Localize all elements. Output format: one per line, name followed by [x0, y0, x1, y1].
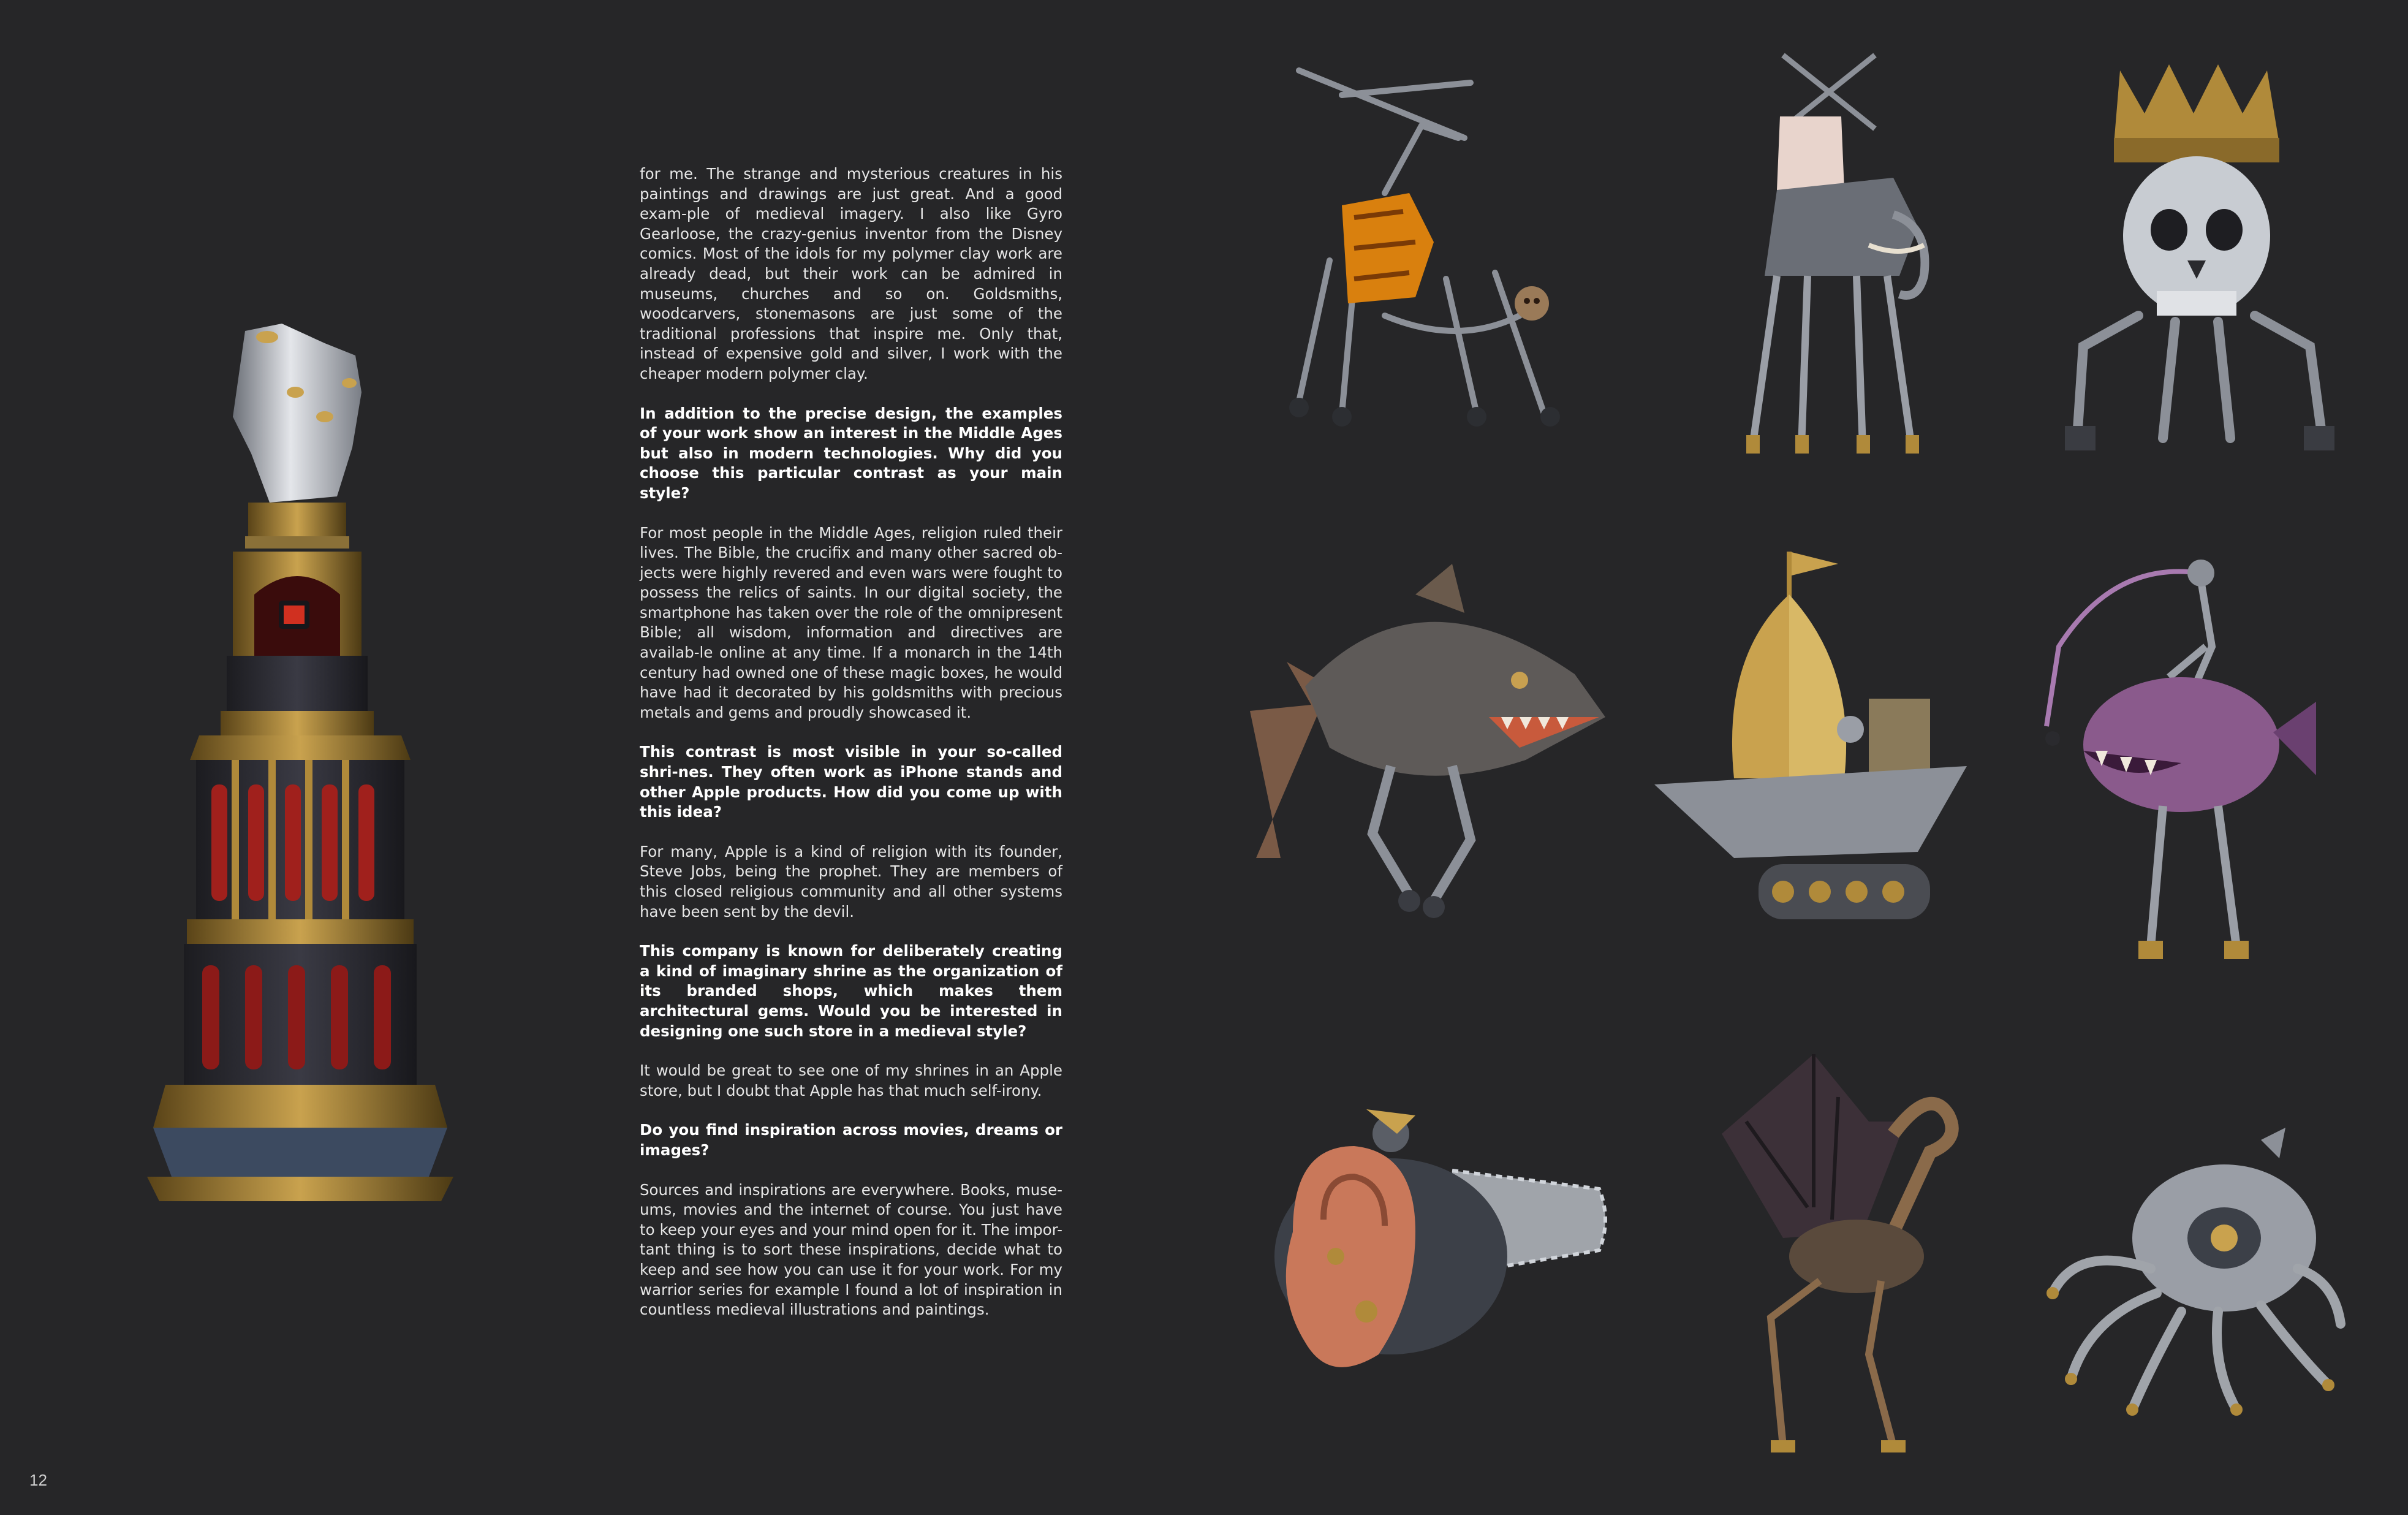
winged-dragon-bird-sculpture	[1709, 1048, 1967, 1459]
octopus-machine-sculpture	[2040, 1122, 2347, 1428]
ear-chainsaw-sculpture	[1268, 1097, 1611, 1403]
interview-question: In addition to the precise design, the examples of your work show an interest in the Middle Ages but also in modern technologies. Why did you choose this particular contrast as your main style?	[640, 404, 1062, 502]
interview-answer: It would be great to see one of my shrines in an Apple store, but I doubt that Apple has that much self-irony.	[640, 1061, 1062, 1099]
interview-question: This company is known for deliberately creating a kind of imaginary shrine as the organization of its branded shops, which makes them architectural gems. Would you be interested in designing one such store in a medieval style?	[640, 942, 1062, 1040]
crowned-skull-walker-sculpture	[2065, 58, 2334, 463]
windmill-elephant-sculpture	[1716, 43, 1948, 460]
page-number: 12	[29, 1471, 47, 1489]
helicopter-creature-sculpture	[1262, 58, 1593, 432]
article-text-column	[640, 164, 1062, 1340]
interview-answer: For most people in the Middle Ages, religion ruled their lives. The Bible, the crucifix and many other sacred ob-jects were highly revered and even wars were fought to possess the relics of saints. In our digital society, the smartphone has taken over the role of the omnipresent Bible; all wisdom, information and directives are availab-le online at any time. If a monarch in the 14th century had owned one of these magic boxes, he would have had it decorated by his goldsmiths with precious metals and gems and proudly showcased it.	[640, 523, 1062, 721]
interview-question: This contrast is most visible in your so-called shri-nes. They often work as iPhone stands and other Apple products. How did you come up with this idea?	[640, 743, 1062, 821]
interview-answer: For many, Apple is a kind of religion with its founder, Steve Jobs, being the prophet. They are members of this closed religious community and all other systems have been sent by the devil.	[640, 842, 1062, 921]
interview-question: Do you find inspiration across movies, dreams or images?	[640, 1121, 1062, 1159]
interview-answer: for me. The strange and mysterious creatures in his paintings and drawings are just great. And a good exam-ple of medieval imagery. I also like Gyro Gearloose, the crazy-genius inventor from the Disney comics. Most of the idols for my polymer clay work are already dead, but their work can be admired in museums, churches and so on. Goldsmiths, woodcarvers, stonemasons are just some of the traditional professions that inspire me. Only that, instead of expensive gold and silver, I work with the cheaper modern polymer clay.	[640, 165, 1062, 382]
robot-shark-sculpture	[1232, 564, 1611, 919]
shrine-sculpture	[141, 319, 460, 1207]
interview-answer: Sources and inspirations are everywhere. Books, muse-ums, movies and the internet of course. You just have to keep your eyes and your mind open for it. The impor-tant thing is to sort these inspirations, decide what to keep and see how you can use it for your work. For my warrior series for example I found a lot of inspiration in countless medieval illustrations and paintings.	[640, 1180, 1062, 1319]
ship-on-tracks-sculpture	[1648, 545, 1967, 944]
anglerfish-rider-sculpture	[2040, 555, 2322, 965]
